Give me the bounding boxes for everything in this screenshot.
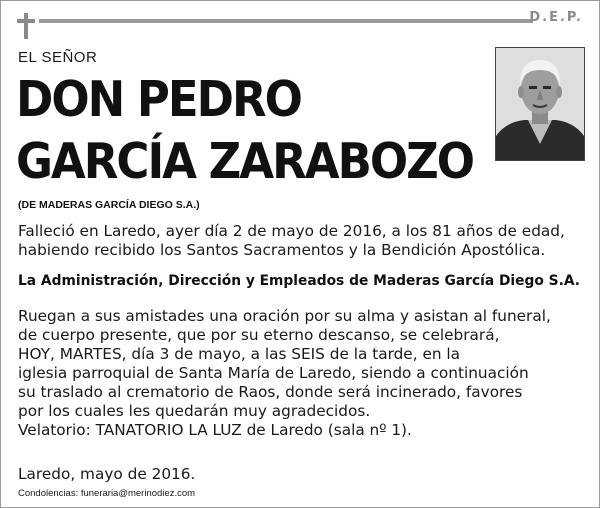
cross-icon — [17, 13, 35, 39]
details-line: su traslado al crematorio de Raos, donde será incinerado, favores — [18, 383, 523, 401]
details-line: de cuerpo presente, que por su eterno descanso, se celebrará, — [18, 326, 500, 344]
details-line: por los cuales les quedarán muy agradecidos. — [18, 402, 371, 420]
details-line: iglesia parroquial de Santa María de Laredo, siendo a continuación — [18, 364, 529, 382]
header-rule — [39, 19, 533, 23]
details-line: HOY, MARTES, día 3 de mayo, a las SEIS de la tarde, en la — [18, 345, 461, 363]
death-notice-paragraph — [18, 222, 565, 260]
details-line: Ruegan a sus amistades una oración por su alma y asistan al funeral, — [18, 307, 551, 325]
salutation: EL SEÑOR — [18, 49, 98, 66]
details-line: Velatorio: TANATORIO LA LUZ de Laredo (sala nº 1). — [18, 421, 412, 439]
deceased-name-line1: DON PEDRO — [16, 70, 301, 128]
dep-label: D.E.P. — [529, 10, 583, 25]
portrait-photo — [495, 47, 585, 161]
condolences-contact[interactable]: Condolencias: funeraria@merinodiez.com — [18, 488, 196, 499]
funeral-details-paragraph — [18, 307, 551, 440]
affiliation: (DE MADERAS GARCÍA DIEGO S.A.) — [18, 199, 200, 211]
family-heading: La Administración, Dirección y Empleados de Maderas García Diego S.A. — [18, 273, 581, 289]
portrait-image — [496, 48, 584, 160]
date-line: Laredo, mayo de 2016. — [18, 465, 196, 483]
deceased-name-line2: GARCÍA ZARABOZO — [16, 132, 474, 190]
notice-line: habiendo recibido los Santos Sacramentos y la Bendición Apostólica. — [18, 241, 546, 259]
notice-line: Falleció en Laredo, ayer día 2 de mayo de 2016, a los 81 años de edad, — [18, 222, 565, 240]
